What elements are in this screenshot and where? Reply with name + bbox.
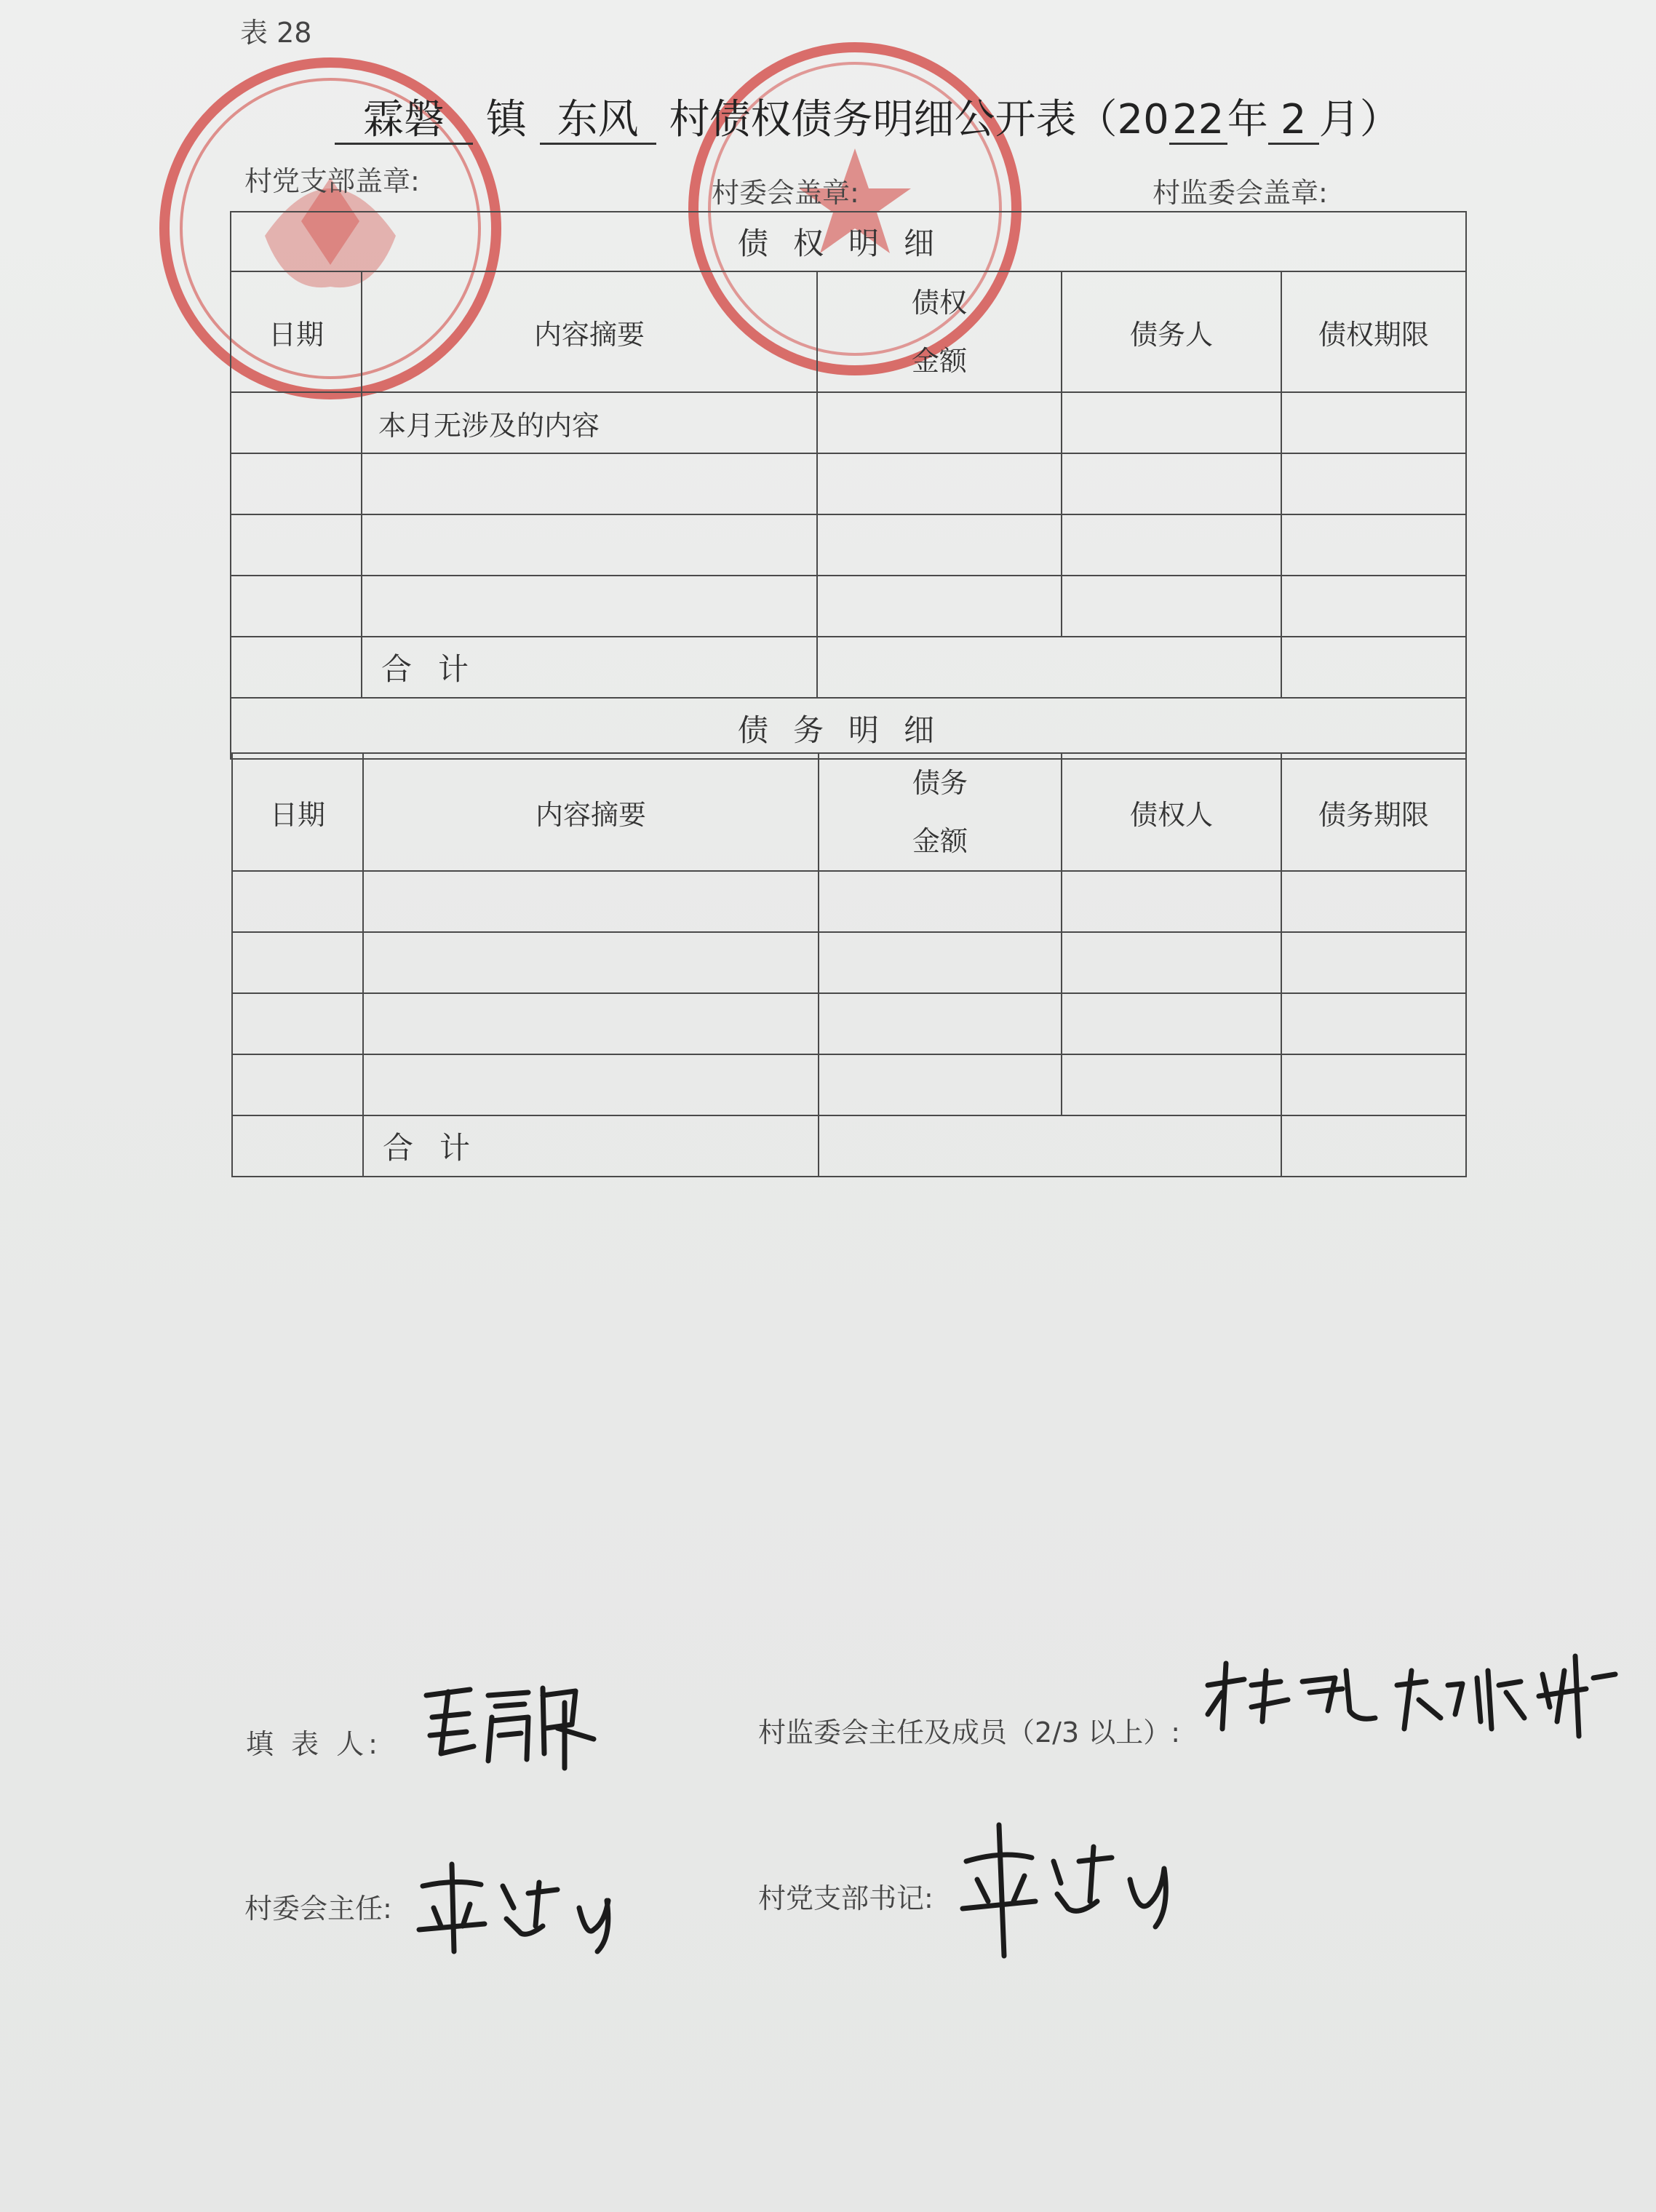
cell-date [232,993,363,1054]
cell-blank [231,637,362,698]
cell-party [1062,453,1281,514]
credit-total-amount [817,637,1281,698]
credit-header-term: 债权期限 [1281,271,1466,392]
cell-party [1062,1054,1281,1115]
cell-amount [817,514,1062,576]
table-row [231,514,1466,576]
debt-table [231,752,1467,1177]
preparer-label: 填 表 人: [246,1728,382,1760]
form-number: 表 28 [240,17,312,49]
cell-term [1281,453,1466,514]
debt-total-amount [819,1115,1281,1177]
cell-blank [1281,1115,1466,1177]
cell-party [1062,871,1281,932]
title-main: 村债权债务明细公开表（20 [669,96,1169,143]
credit-header-date: 日期 [231,271,362,392]
credit-header-amount [817,271,1062,392]
committee-director-label: 村委会主任: [244,1893,392,1925]
cell-blank [232,1115,363,1177]
table-row [231,453,1466,514]
cell-summary [363,932,819,993]
debt-header-row [232,753,1466,871]
cell-amount [817,392,1062,453]
debt-total-row [232,1115,1466,1177]
title-town: 霖磐 [335,98,473,145]
cell-date [231,576,362,637]
page-title [335,87,1401,146]
cell-date [232,871,363,932]
credit-total-label: 合计 [362,637,817,698]
credit-header-row [231,271,1466,392]
cell-summary [362,453,817,514]
cell-amount [819,932,1062,993]
cell-summary [362,514,817,576]
party-branch-stamp-label: 村党支部盖章: [244,165,420,197]
debt-header-amount [819,753,1062,871]
table-row [231,392,1466,453]
preparer-signature [419,1674,601,1783]
cell-term [1281,1054,1466,1115]
debt-header-amount-line1: 债务 [912,767,968,799]
cell-amount [819,871,1062,932]
table-row [232,1054,1466,1115]
cell-term [1281,576,1466,637]
supervision-stamp-label: 村监委会盖章: [1153,177,1328,209]
debt-header-term: 债务期限 [1281,753,1466,871]
cell-date [232,1054,363,1115]
cell-term [1281,514,1466,576]
cell-blank [1281,637,1466,698]
table-row [231,576,1466,637]
cell-summary: 本月无涉及的内容 [362,392,817,453]
cell-party [1062,392,1281,453]
cell-date [231,392,362,453]
debt-section-title: 债务明细 [231,698,1466,759]
committee-director-signature [412,1857,630,1966]
cell-date [232,932,363,993]
committee-stamp-label: 村委会盖章: [712,177,859,209]
title-village: 东风 [540,98,656,145]
credit-total-row [231,637,1466,698]
table-row [232,932,1466,993]
credit-table [230,211,1467,760]
supervision-members-label: 村监委会主任及成员（2/3 以上）: [758,1716,1181,1748]
cell-amount [817,576,1062,637]
title-town-suffix: 镇 [485,96,527,143]
debt-header-party: 债权人 [1062,753,1281,871]
cell-party [1062,932,1281,993]
cell-amount [819,993,1062,1054]
cell-date [231,453,362,514]
party-secretary-signature [959,1818,1177,1963]
debt-section-row [231,698,1466,759]
cell-party [1062,993,1281,1054]
cell-amount [817,453,1062,514]
credit-header-summary: 内容摘要 [362,271,817,392]
credit-header-party: 债务人 [1062,271,1281,392]
debt-total-label: 合计 [363,1115,819,1177]
cell-party [1062,576,1281,637]
credit-section-row [231,212,1466,271]
cell-term [1281,871,1466,932]
debt-header-summary: 内容摘要 [363,753,819,871]
cell-term [1281,392,1466,453]
cell-summary [362,576,817,637]
cell-summary [363,871,819,932]
title-year-suffix: 年 [1227,96,1268,143]
table-row [232,871,1466,932]
cell-term [1281,932,1466,993]
table-row [232,993,1466,1054]
credit-section-title: 债权明细 [231,212,1466,271]
supervision-signatures [1201,1642,1623,1751]
cell-summary [363,1054,819,1115]
cell-party [1062,514,1281,576]
title-month: 2 [1268,98,1319,145]
party-secretary-label: 村党支部书记: [758,1882,934,1914]
cell-date [231,514,362,576]
cell-summary [363,993,819,1054]
title-year: 22 [1169,98,1227,145]
credit-header-amount-line1: 债权 [911,287,967,319]
debt-header-amount-line2: 金额 [912,825,968,857]
title-month-suffix: 月） [1318,96,1401,143]
debt-header-date: 日期 [232,753,363,871]
cell-amount [819,1054,1062,1115]
cell-term [1281,993,1466,1054]
credit-header-amount-line2: 金额 [911,345,967,377]
